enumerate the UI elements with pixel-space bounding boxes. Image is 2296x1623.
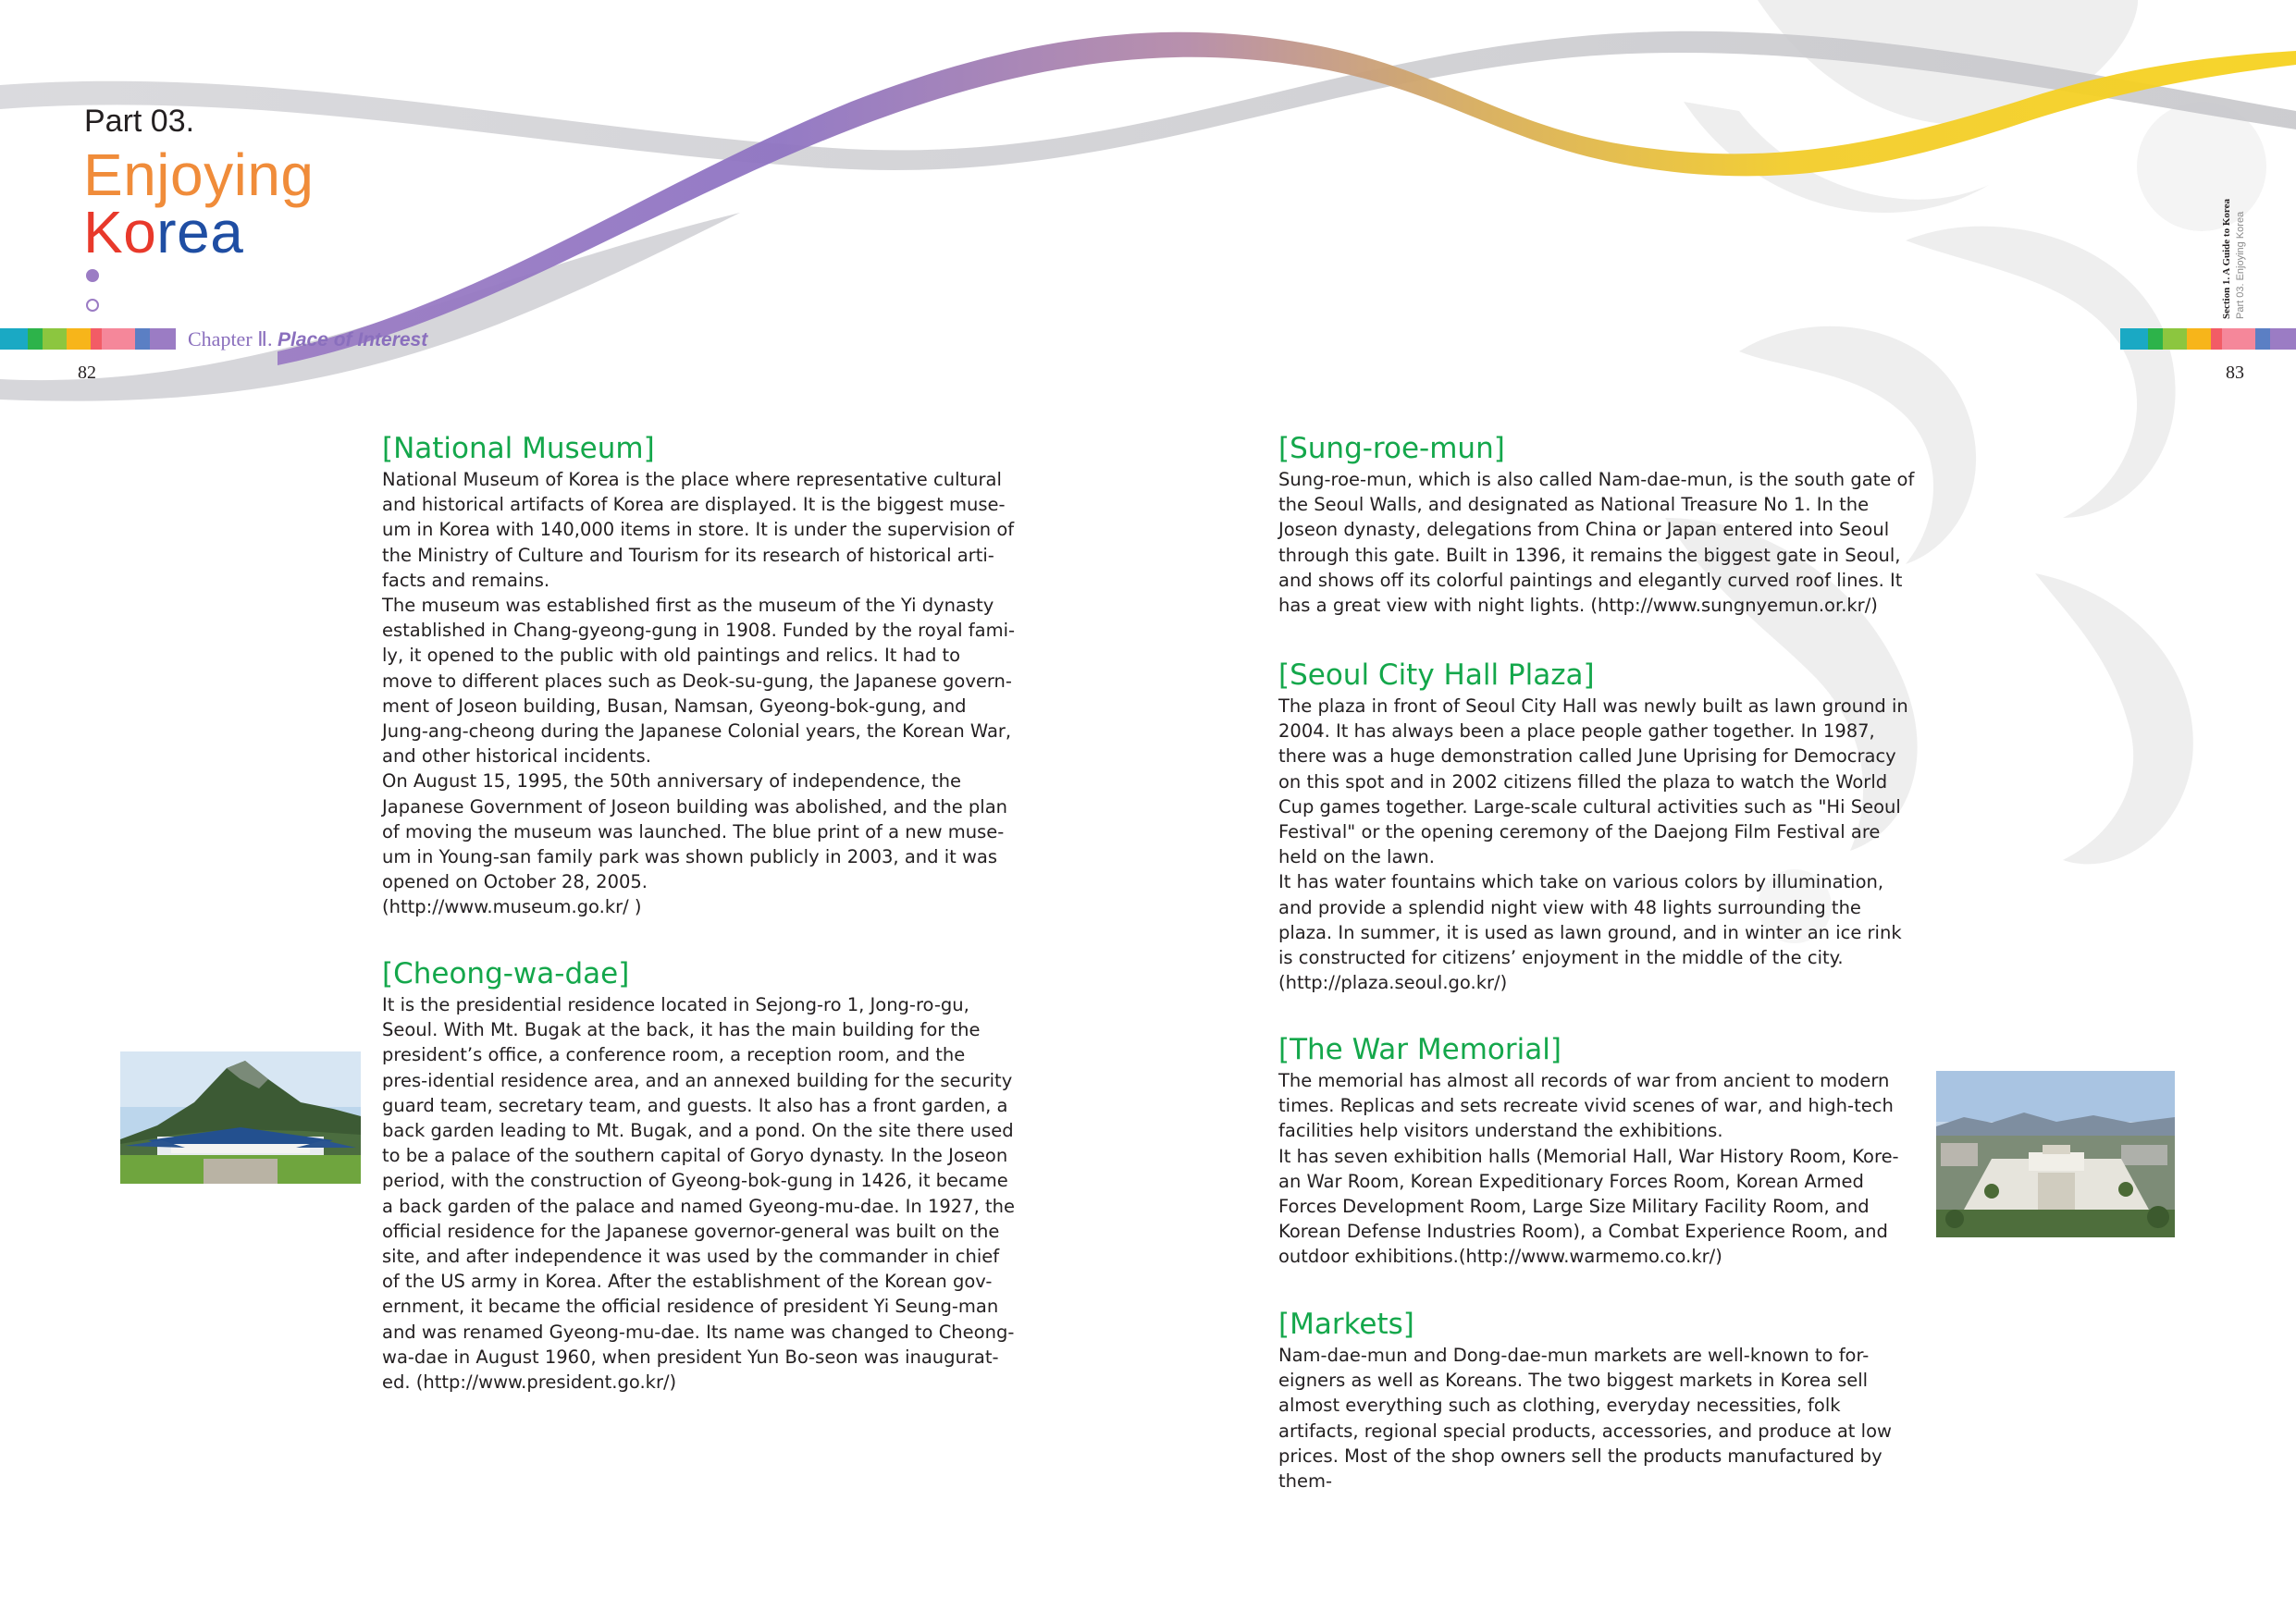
title-enjoying: Enjoying — [83, 141, 315, 208]
bullet-dot-filled — [86, 269, 99, 282]
section-title: [National Museum] — [382, 432, 655, 465]
section-national-museum — [382, 432, 1016, 920]
section-title: [Markets] — [1278, 1308, 1414, 1341]
section-title: [Cheong-wa-dae] — [382, 957, 630, 990]
side-running-header — [2220, 199, 2248, 319]
chapter-roman: Chapter Ⅱ. — [188, 327, 273, 350]
section-paragraph: Nam-dae-mun and Dong-dae-mun markets are well-known to for-eigners as well as Koreans. The two biggest markets in Korea sell almost everything such as clothing, everyday necessities, folk artifacts, regional special products, accessories, and produce at low prices. Most of the shop owners sell the products manufactured by them- — [1278, 1345, 1892, 1493]
war-memorial-photo — [1936, 1071, 2175, 1237]
section-title: [Sung-roe-mun] — [1278, 432, 1505, 465]
chapter-title: Place of Interest — [277, 329, 428, 350]
section-paragraph: National Museum of Korea is the place where representative cultural and historical artifacts of Korea are displayed. It is the biggest muse-um in Korea with 140,000 items in store. It is under the supervision of the Ministry of Culture and Tourism for its research of historical arti-facts and remains. — [382, 469, 1015, 591]
title-korea-rea: rea — [156, 199, 244, 265]
part-label: Part 03. — [84, 104, 195, 139]
side-part-label: Part 03. Enjoying Korea — [2235, 211, 2246, 319]
title-korea-ko: Ko — [83, 199, 157, 265]
section-city-hall-plaza — [1278, 658, 1917, 995]
page-number-right: 83 — [2226, 363, 2244, 383]
section-paragraph: It is the presidential residence located in Sejong-ro 1, Jong-ro-gu, Seoul. With Mt. Bugak at the back, it has the main building for the president’s office, a conference room, a reception room, and the pres-idential residence area, and an annexed building for the security guard team, secretary team, and guests. It also has a front garden, a back garden leading to Mt. Bugak, and a pond. On the site there used to be a palace of the southern capital of Goryo dynasty. In the Joseon period, with the construction of Gyeong-bok-gung in 1426, it became a back garden of the palace and named Gyeong-mu-dae. In 1927, the official residence for the Japanese governor-general was built on the site, and after independence it was used by the commander in chief of the US army in Korea. After the establishment of the Korean gov-ernment, it became the official residence of president Yi Seung-man and was renamed Gyeong-mu-dae. Its name was changed to Cheong-wa-dae in August 1960, when president Yun Bo-seon was inaugurat-ed. (http://www.president.go.kr/) — [382, 994, 1015, 1394]
section-paragraph: Sung-roe-mun, which is also called Nam-dae-mun, is the south gate of the Seoul Walls, and designated as National Treasure No 1. In the Joseon dynasty, delegations from China or Japan entered into Seoul through this gate. Built in 1396, it remains the biggest gate in Seoul, and shows off its colorful paintings and elegantly curved roof lines. It has a great view with night lights. (http://www.sungnyemun.or.kr/) — [1278, 469, 1915, 617]
color-bar-right — [2120, 328, 2296, 350]
section-paragraph: The plaza in front of Seoul City Hall was newly built as lawn ground in 2004. It has always been a place people gather together. In 1987, there was a huge demonstration called June Uprising for Democracy on this spot and in 2002 citizens filled the plaza to watch the World Cup games together. Large-scale cultural activities such as "Hi Seoul Festival" or the opening ceremony of the Daejong Film Festival are held on the lawn. — [1278, 695, 1908, 868]
section-paragraph: It has water fountains which take on various colors by illumination, and provide a splendid night view with 48 lights surrounding the plaza. In summer, it is used as lawn ground, and in winter an ice rink is constructed for citizens’ enjoyment in the middle of the city. (http://plaza.seoul.go.kr/) — [1278, 871, 1902, 994]
section-markets — [1278, 1308, 1917, 1494]
title-korea — [83, 198, 243, 266]
section-war-memorial — [1278, 1033, 1917, 1270]
section-title: [Seoul City Hall Plaza] — [1278, 658, 1595, 692]
bullet-dot-open — [86, 299, 99, 312]
section-paragraph: The memorial has almost all records of war from ancient to modern times. Replicas and sets recreate vivid scenes of war, and high-tech facilities help visitors understand the exhibitions. — [1278, 1070, 1894, 1142]
section-paragraph: On August 15, 1995, the 50th anniversary of independence, the Japanese Government of Joseon building was abolished, and the plan of moving the museum was launched. The blue print of a new muse-um in Young-san family park was shown publicly in 2003, and it was opened on October 28, 2005. — [382, 770, 1007, 893]
chapter-heading — [188, 327, 427, 351]
section-cheong-wa-dae — [382, 957, 1016, 1395]
color-bar-left — [0, 328, 176, 350]
section-sung-roe-mun — [1278, 432, 1917, 618]
side-section-label: Section 1. A Guide to Korea — [2221, 199, 2232, 319]
cheong-wa-dae-photo — [120, 1051, 361, 1184]
section-paragraph: The museum was established first as the museum of the Yi dynasty established in Chang-gyeong-gung in 1908. Funded by the royal fami-ly, it opened to the public with old paintings and relics. It had to move to different places such as Deok-su-gung, the Japanese govern-ment of Joseon building, Busan, Namsan, Gyeong-bok-gung, and Jung-ang-cheong during the Japanese Colonial years, the Korean War, and other historical incidents. — [382, 595, 1016, 768]
section-link: (http://www.museum.go.kr/ ) — [382, 896, 642, 918]
section-title: [The War Memorial] — [1278, 1033, 1562, 1066]
section-paragraph: It has seven exhibition halls (Memorial Hall, War History Room, Kore-an War Room, Korean Expeditionary Forces Room, Korean Armed Forces Development Room, Large Size Military Facility Room, and Korean Defense Industries Room), a Combat Experience Room, and outdoor exhibitions.(http://www.warmemo.co.kr/) — [1278, 1145, 1899, 1268]
page-number-left: 82 — [78, 363, 96, 383]
